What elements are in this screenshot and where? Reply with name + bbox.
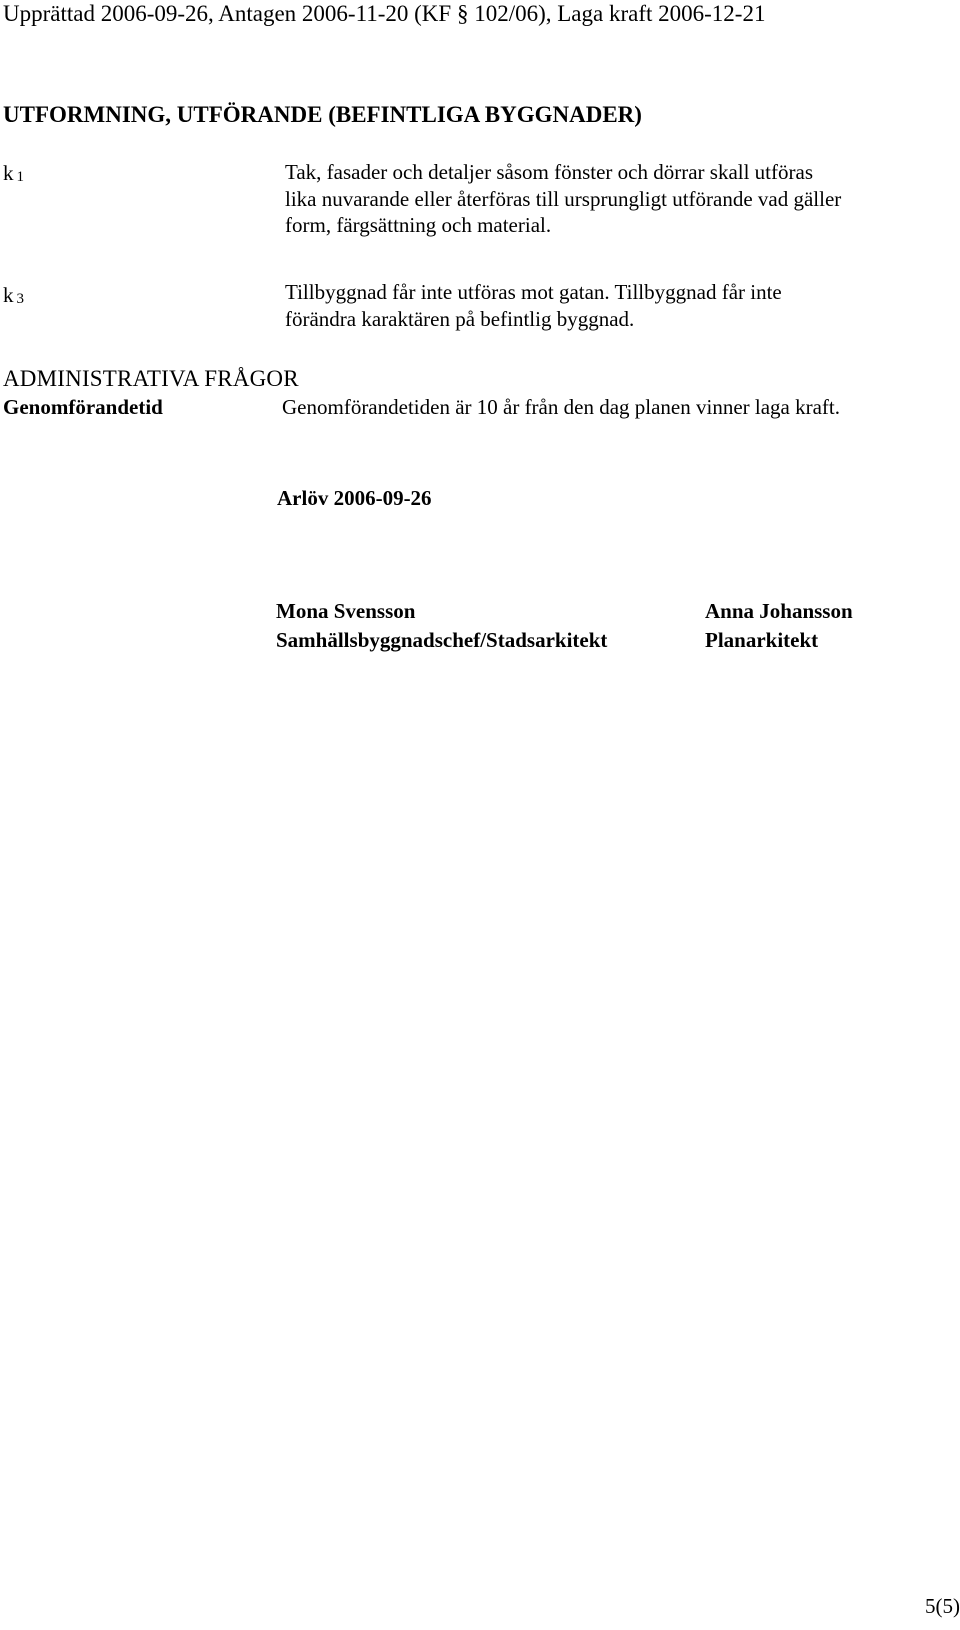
section-title: UTFORMNING, UTFÖRANDE (BEFINTLIGA BYGGNADER) (3, 102, 642, 127)
admin-section-title: ADMINISTRATIVA FRÅGOR (3, 366, 299, 391)
signature-block-2 (705, 597, 853, 655)
page-number: 5(5) (925, 1594, 960, 1618)
regulation-line: Tillbyggnad får inte utföras mot gatan. Tillbyggnad får inte (285, 280, 782, 304)
code-number: 1 (16, 169, 24, 185)
signatory-title: Samhällsbyggnadschef/Stadsarkitekt (276, 628, 608, 652)
implementation-period-text: Genomförandetiden är 10 år från den dag planen vinner laga kraft. (282, 395, 841, 419)
implementation-period-label: Genomförandetid (3, 395, 163, 419)
regulation-line: Tak, fasader och detaljer såsom fönster och dörrar skall utföras (285, 160, 813, 184)
signatory-name: Mona Svensson (276, 599, 416, 623)
regulation-line: form, färgsättning och material. (285, 213, 552, 237)
code-number: 3 (16, 291, 24, 307)
regulation-line: förändra karaktären på befintlig byggnad. (285, 306, 635, 331)
signatory-title: Planarkitekt (705, 628, 819, 652)
document-header: Upprättad 2006-09-26, Antagen 2006-11-20 (KF § 102/06), Laga kraft 2006-12-21 (3, 1, 766, 26)
regulation-code-k3 (3, 282, 24, 311)
code-letter: k (3, 161, 14, 185)
place-date: Arlöv 2006-09-26 (277, 486, 432, 510)
regulation-text-k1 (285, 159, 955, 239)
regulation-line: lika nuvarande eller återföras till ursprungligt utförande vad gäller (285, 186, 842, 211)
regulation-text-k3 (285, 279, 955, 332)
regulation-code-k1 (3, 160, 24, 189)
code-letter: k (3, 283, 14, 307)
signatory-name: Anna Johansson (705, 599, 853, 623)
signature-block-1 (276, 597, 607, 655)
